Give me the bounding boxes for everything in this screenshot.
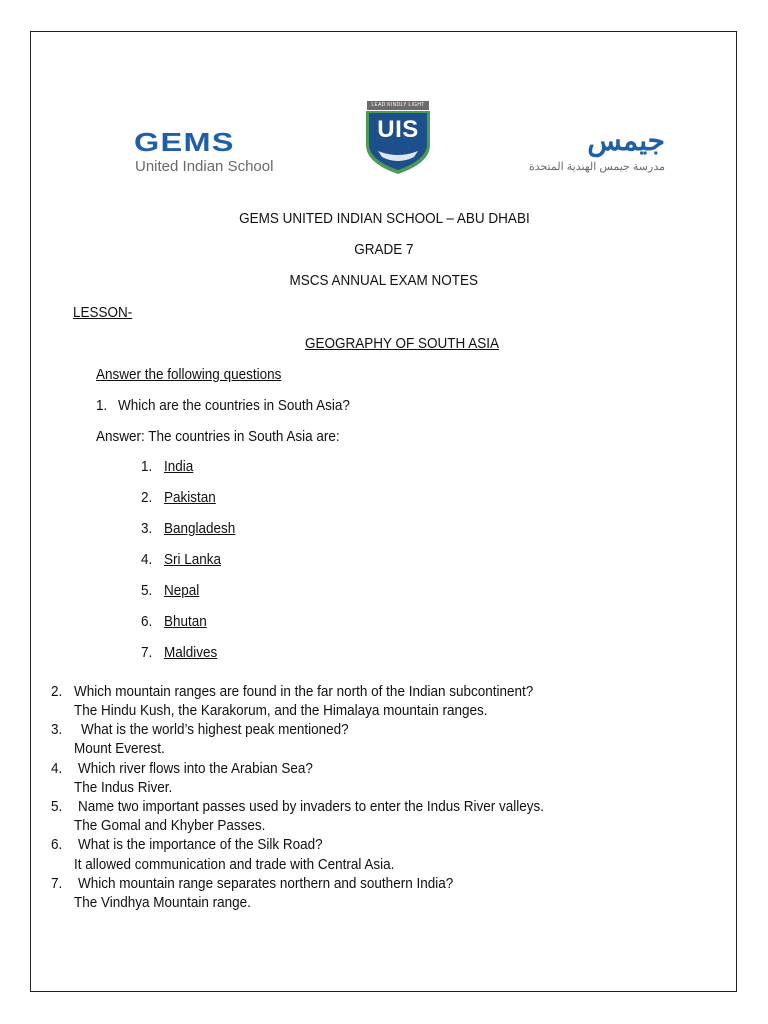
list-item-number: 3. (141, 520, 153, 537)
gems-subtitle: United Indian School (135, 158, 274, 175)
uis-banner: LEAD KINDLY LIGHT (367, 101, 429, 110)
instruction-text: Answer the following questions (96, 366, 282, 383)
country-bhutan: Bhutan (164, 613, 207, 630)
question-text: Which mountain ranges are found in the far north of the Indian subcontinent? (74, 683, 534, 700)
uis-text: UIS (377, 116, 419, 143)
lesson-label: LESSON- (73, 304, 133, 321)
country-bangladesh: Bangladesh (164, 520, 236, 537)
gems-logo (134, 128, 304, 180)
country-maldives: Maldives (164, 644, 218, 661)
school-heading: GEMS UNITED INDIAN SCHOOL – ABU DHABI (238, 210, 530, 227)
question-number: 6. (51, 836, 63, 853)
question-number: 3. (51, 721, 63, 738)
arabic-wordmark: جيمس (587, 125, 665, 156)
question-1-number: 1. (96, 397, 108, 414)
question-text: Name two important passes used by invaders to enter the Indus River valleys. (78, 798, 544, 815)
list-item-number: 7. (141, 644, 153, 661)
answer-text: The Vindhya Mountain range. (74, 894, 251, 911)
country-india: India (164, 458, 194, 475)
grade-heading: GRADE 7 (354, 241, 414, 258)
arabic-gems-logo (505, 126, 665, 178)
list-item-number: 6. (141, 613, 153, 630)
list-item-number: 5. (141, 582, 153, 599)
question-number: 4. (51, 760, 63, 777)
answer-text: Mount Everest. (74, 740, 165, 757)
question-text: Which mountain range separates northern and southern India? (78, 875, 454, 892)
list-item-number: 1. (141, 458, 153, 475)
arabic-subtitle: مدرسة جيمس الهندية المتحدة (528, 161, 665, 173)
answer-text: The Gomal and Khyber Passes. (74, 817, 266, 834)
country-pakistan: Pakistan (164, 489, 216, 506)
country-sri-lanka: Sri Lanka (164, 551, 222, 568)
list-item-number: 4. (141, 551, 153, 568)
country-nepal: Nepal (164, 582, 200, 599)
answer-text: The Indus River. (74, 779, 173, 796)
answer-1-intro: Answer: The countries in South Asia are: (96, 428, 340, 445)
answer-text: The Hindu Kush, the Karakorum, and the Himalaya mountain ranges. (74, 702, 488, 719)
lesson-title: GEOGRAPHY OF SOUTH ASIA (305, 335, 500, 352)
question-number: 2. (51, 683, 63, 700)
question-number: 7. (51, 875, 63, 892)
question-text: Which river flows into the Arabian Sea? (78, 760, 313, 777)
notes-title: MSCS ANNUAL EXAM NOTES (289, 272, 479, 289)
question-number: 5. (51, 798, 63, 815)
question-1-text: Which are the countries in South Asia? (118, 397, 350, 414)
question-text: What is the world’s highest peak mentioned? (81, 721, 349, 738)
list-item-number: 2. (141, 489, 153, 506)
gems-wordmark: GEMS (134, 127, 235, 157)
question-text: What is the importance of the Silk Road? (78, 836, 323, 853)
answer-text: It allowed communication and trade with Central Asia. (74, 856, 395, 873)
uis-shield-logo (364, 101, 432, 175)
